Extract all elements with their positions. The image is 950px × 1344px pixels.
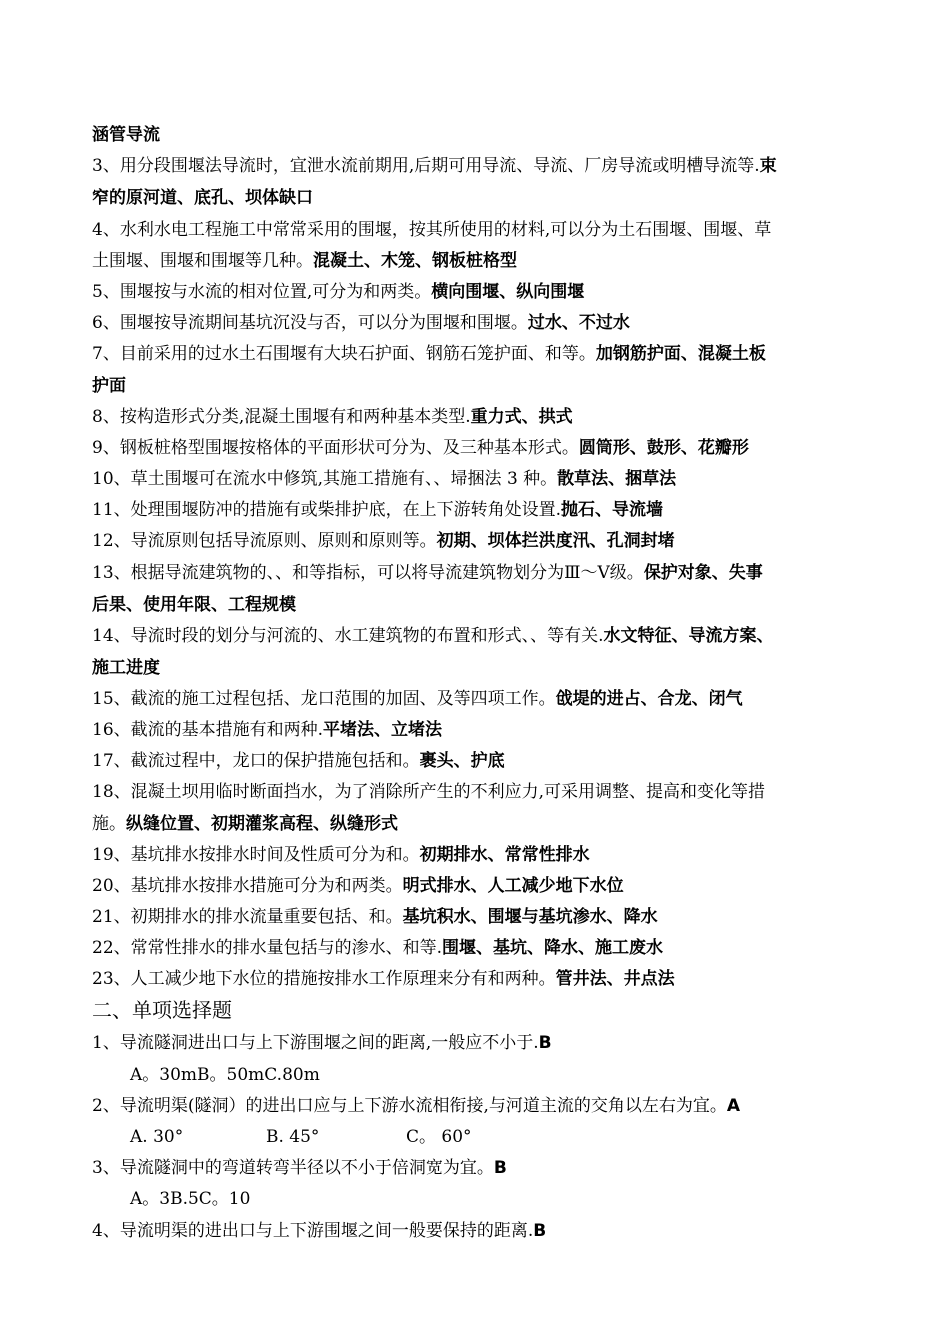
text-line: 后果、使用年限、工程规模 xyxy=(92,595,296,615)
text-line: 11、处理围堰防冲的措施有或柴排护底，在上下游转角处设置.抛石、导流墙 xyxy=(92,500,664,520)
text-line: 23、人工减少地下水位的措施按排水工作原理来分有和两种。管井法、井点法 xyxy=(92,969,675,989)
question-options: A。30mB。50mC.80m xyxy=(130,1065,320,1085)
text-line: 17、截流过程中，龙口的保护措施包括和。裹头、护底 xyxy=(92,751,505,771)
text-line: 18、混凝土坝用临时断面挡水，为了消除所产生的不利应力,可采用调整、提高和变化等措 xyxy=(92,782,766,802)
question-options: A。3B.5C。10 xyxy=(130,1189,251,1209)
text-line: 施工进度 xyxy=(92,658,160,678)
text-line: 施。纵缝位置、初期灌浆高程、纵缝形式 xyxy=(92,814,398,834)
text-line: 14、导流时段的划分与河流的、水工建筑物的布置和形式、、等有关.水文特征、导流方案、 xyxy=(92,626,774,646)
text-line: 8、按构造形式分类,混凝土围堰有和两种基本类型.重力式、拱式 xyxy=(92,407,573,427)
option-b: B. 45° xyxy=(266,1127,320,1147)
option-a: A. 30° xyxy=(130,1127,184,1147)
text-line: 21、初期排水的排水流量重要包括、和。基坑积水、围堰与基坑渗水、降水 xyxy=(92,907,658,927)
text-line: 20、基坑排水按排水措施可分为和两类。明式排水、人工减少地下水位 xyxy=(92,876,624,896)
text-line: 7、目前采用的过水土石围堰有大块石护面、钢筋石笼护面、和等。加钢筋护面、混凝土板 xyxy=(92,344,766,364)
text-line: 19、基坑排水按排水时间及性质可分为和。初期排水、常常性排水 xyxy=(92,845,590,865)
text-line: 6、围堰按导流期间基坑沉没与否，可以分为围堰和围堰。过水、不过水 xyxy=(92,313,630,333)
text-line: 12、导流原则包括导流原则、原则和原则等。初期、坝体拦洪度汛、孔洞封堵 xyxy=(92,531,675,551)
text-line: 护面 xyxy=(92,376,126,396)
text-line: 窄的原河道、底孔、坝体缺口 xyxy=(92,188,313,208)
text-line: 4、水利水电工程施工中常常采用的围堰，按其所使用的材料,可以分为土石围堰、围堰、草 xyxy=(92,220,772,240)
text-line: 16、截流的基本措施有和两种.平堵法、立堵法 xyxy=(92,720,443,740)
text-line: 13、根据导流建筑物的、、和等指标，可以将导流建筑物划分为Ⅲ～Ⅴ级。保护对象、失事 xyxy=(92,563,763,583)
text-line: 9、钢板桩格型围堰按格体的平面形状可分为、及三种基本形式。圆筒形、鼓形、花瓣形 xyxy=(92,438,749,458)
text-line: 15、截流的施工过程包括、龙口范围的加固、及等四项工作。戗堤的进占、合龙、闭气 xyxy=(92,689,743,709)
text-line: 5、围堰按与水流的相对位置,可分为和两类。横向围堰、纵向围堰 xyxy=(92,282,585,302)
text-line: 涵管导流 xyxy=(92,125,160,145)
section-heading: 二、单项选择题 xyxy=(92,998,232,1022)
text-line: 土围堰、围堰和围堰等几种。混凝土、木笼、钢板桩格型 xyxy=(92,251,517,271)
text-line: 10、草土围堰可在流水中修筑,其施工措施有、、埽捆法 3 种。散草法、捆草法 xyxy=(92,469,677,489)
question-line: 3、导流隧洞中的弯道转弯半径以不小于倍洞宽为宜。B xyxy=(92,1158,507,1178)
question-line: 2、导流明渠(隧洞）的进出口应与上下游水流相衔接,与河道主流的交角以左右为宜。A xyxy=(92,1096,741,1116)
text-line: 3、用分段围堰法导流时，宜泄水流前期用,后期可用导流、导流、厂房导流或明槽导流等.束 xyxy=(92,156,777,176)
option-c: C。 60° xyxy=(406,1127,472,1147)
question-line: 1、导流隧洞进出口与上下游围堰之间的距离,一般应不小于.B xyxy=(92,1033,552,1053)
question-options xyxy=(130,1123,930,1151)
question-line: 4、导流明渠的进出口与上下游围堰之间一般要保持的距离.B xyxy=(92,1221,547,1241)
text-line: 22、常常性排水的排水量包括与的渗水、和等.围堰、基坑、降水、施工废水 xyxy=(92,938,664,958)
